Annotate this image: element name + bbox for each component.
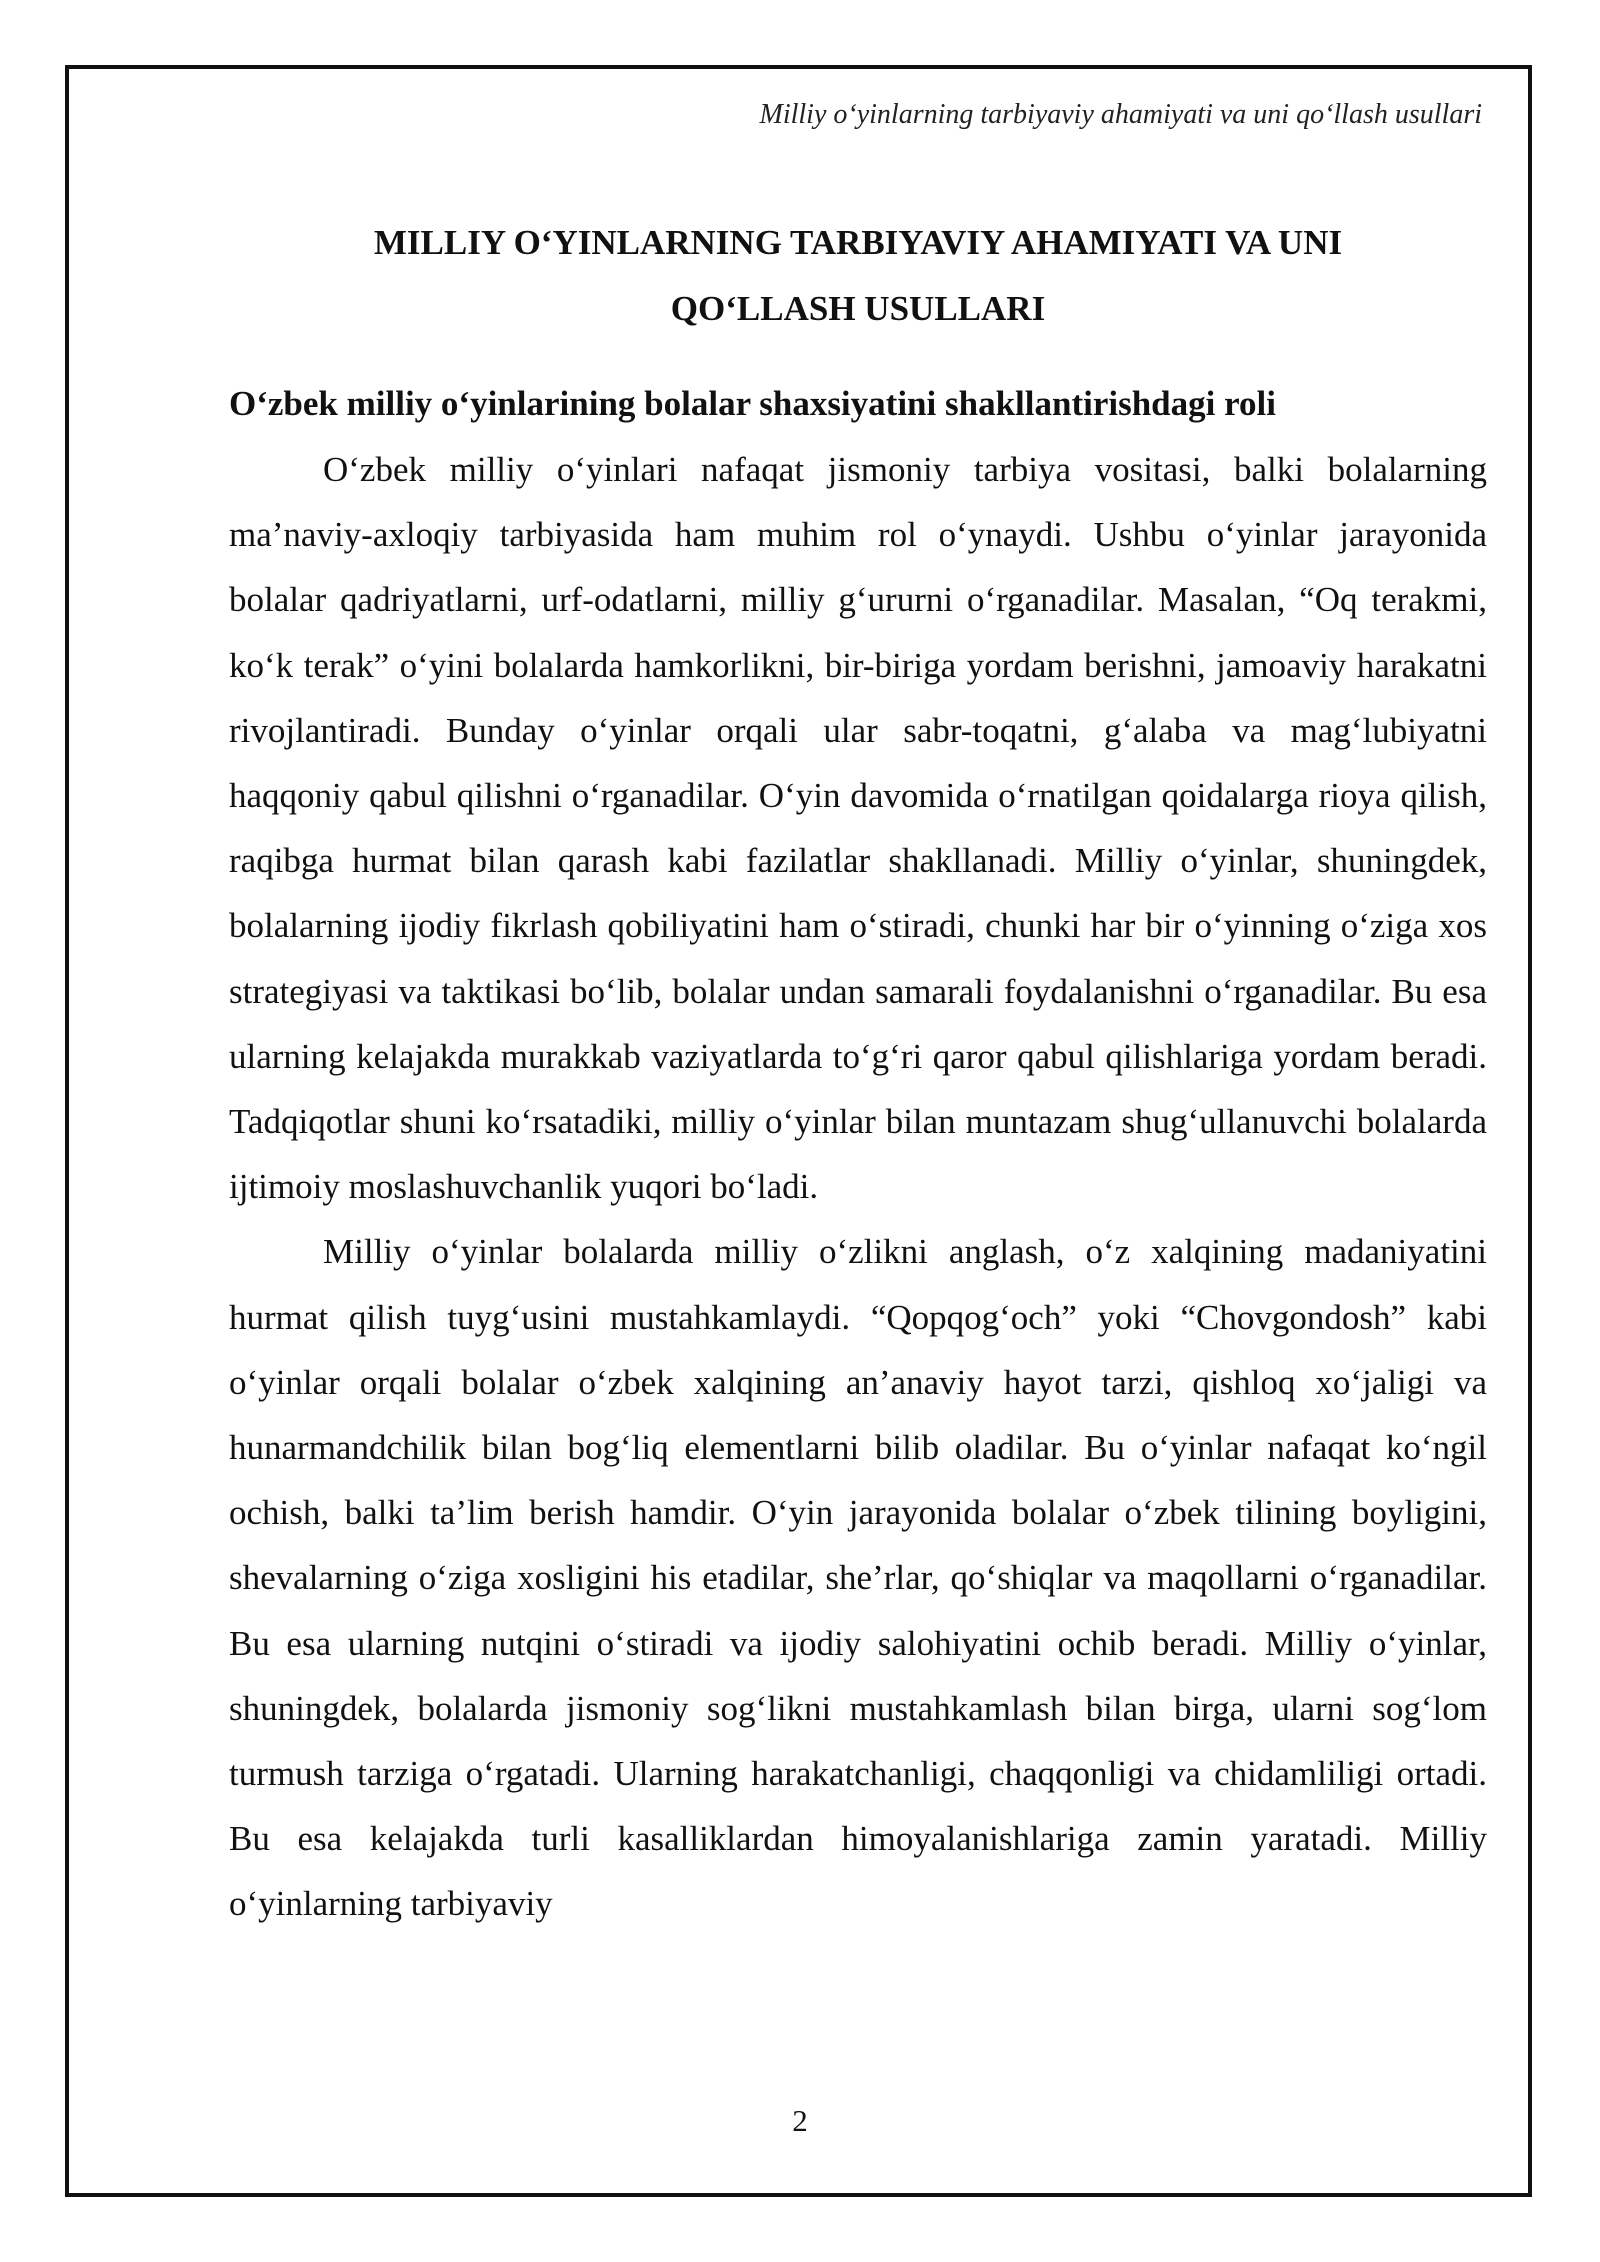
body-paragraph-2: Milliy o‘yinlar bolalarda milliy o‘zlikni anglash, o‘z xalqining madaniyatini hurmat qilish tuyg‘usini mustahkamlaydi. “Qopqog‘och” yoki “Chovgondosh” kabi o‘yinlar orqali bolalar o‘zbek xalqining an’anaviy hayot tarzi, qishloq xo‘jaligi va hunarmandchilik bilan bog‘liq elementlarni bilib oladilar. Bu o‘yinlar nafaqat ko‘ngil ochish, balki ta’lim berish hamdir. O‘yin jarayonida bolalar o‘zbek tilining boyligini, shevalarning o‘ziga xosligini his etadilar, she’rlar, qo‘shiqlar va maqollarni o‘rganadilar. Bu esa ularning nutqini o‘stiradi va ijodiy salohiyatini ochib beradi. Milliy o‘yinlar, shuningdek, bolalarda jismoniy sog‘likni mustahkamlash bilan birga, ularni sog‘lom turmush tarziga o‘rgatadi. Ularning harakatchanligi, chaqqonligi va chidamliligi ortadi. Bu esa kelajakda turli kasalliklardan himoyalanishlariga zamin yaratadi. Milliy o‘yinlarning tarbiyaviy xyxy=(229,1232,1487,1924)
title-line-2: QO‘LLASH USULLARI xyxy=(670,289,1046,328)
title-line-1: MILLIY O‘YINLARNING TARBIYAVIY AHAMIYATI VA UNI xyxy=(373,223,1343,262)
running-header: Milliy o‘yinlarning tarbiyaviy ahamiyati va uni qo‘llash usullari xyxy=(759,99,1482,130)
section-heading: O‘zbek milliy o‘yinlarining bolalar shaxsiyatini shakllantirishdagi roli xyxy=(229,384,1276,423)
document-title xyxy=(229,210,1487,342)
body-paragraph-1: O‘zbek milliy o‘yinlari nafaqat jismoniy tarbiya vositasi, balki bolalarning ma’naviy-axloqiy tarbiyasida ham muhim rol o‘ynaydi. Ushbu o‘yinlar jarayonida bolalar qadriyatlarni, urf-odatlarni, milliy g‘ururni o‘rganadilar. Masalan, “Oq terakmi, ko‘k terak” o‘yini bolalarda hamkorlikni, bir-biriga yordam berishni, jamoaviy harakatni rivojlantiradi. Bunday o‘yinlar orqali ular sabr-toqatni, g‘alaba va mag‘lubiyatni haqqoniy qabul qilishni o‘rganadilar. O‘yin davomida o‘rnatilgan qoidalarga rioya qilish, raqibga hurmat bilan qarash kabi fazilatlar shakllanadi. Milliy o‘yinlar, shuningdek, bolalarning ijodiy fikrlash qobiliyatini ham o‘stiradi, chunki har bir o‘yinning o‘ziga xos strategiyasi va taktikasi bo‘lib, bolalar undan samarali foydalanishni o‘rganadilar. Bu esa ularning kelajakda murakkab vaziyatlarda to‘g‘ri qaror qabul qilishlariga yordam beradi. Tadqiqotlar shuni ko‘rsatadiki, milliy o‘yinlar bilan muntazam shug‘ullanuvchi bolalarda ijtimoiy moslashuvchanlik yuqori bo‘ladi. xyxy=(229,450,1487,1207)
page-content xyxy=(229,210,1487,1937)
page-number: 2 xyxy=(792,2103,808,2138)
